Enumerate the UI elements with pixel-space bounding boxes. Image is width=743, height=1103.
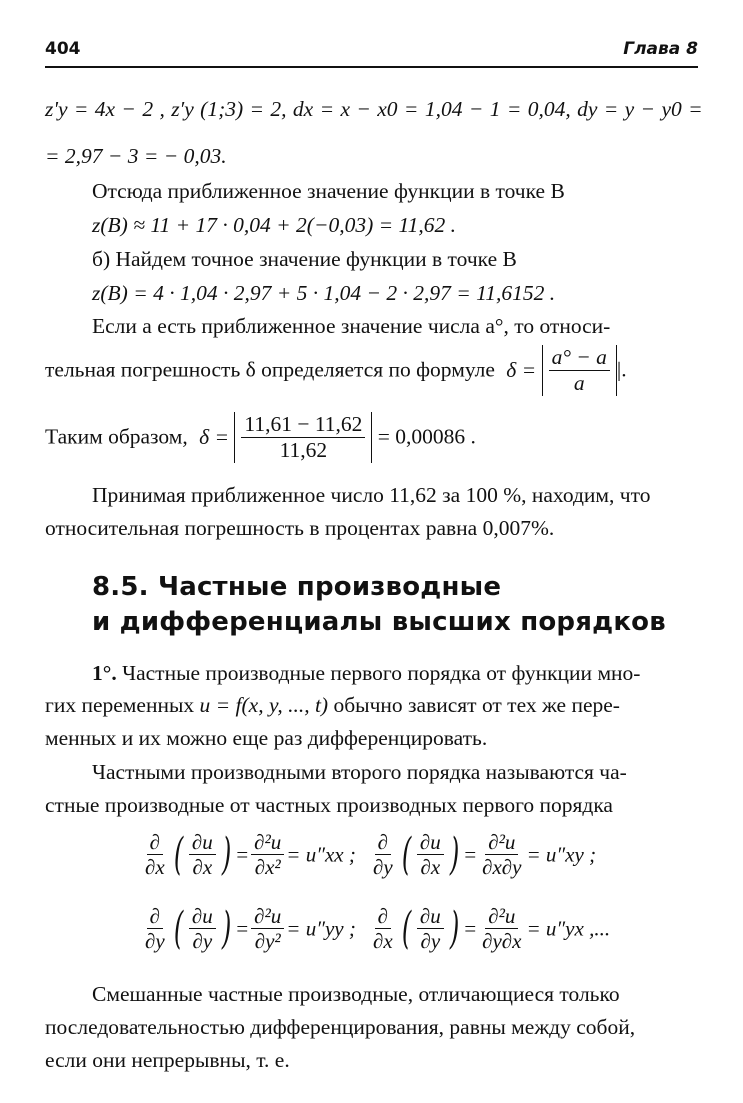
- line-dy-value: = 2,97 − 3 = − 0,03.: [45, 144, 227, 168]
- line-exact-value: z(B) = 4 · 1,04 · 2,97 + 5 · 1,04 − 2 · 2,97 = 11,6152 .: [92, 281, 556, 305]
- fraction-denominator: a: [573, 370, 585, 395]
- fraction-numerator: a° − a: [549, 347, 610, 371]
- formula-uxx: $\frac{\partial}{\partial x}$ ( $\frac{\partial u}{\partial x}$ ) = $\frac{\text{∂²u}}{\text{∂x²}}$ = u″xx ;: [145, 829, 356, 880]
- delta-intro: Таким образом,: [45, 424, 188, 449]
- abs-fraction-numeric: [234, 412, 372, 463]
- abs-fraction: [542, 345, 617, 396]
- line-approx-value: z(B) ≈ 11 + 17 · 0,04 + 2(−0,03) = 11,62 .: [92, 213, 457, 237]
- line-relative-error-formula: тельная погрешность δ определяется по формуле δ = $\frac{a^\circ - a}{a}$ |.: [45, 345, 627, 395]
- relative-error-text: тельная погрешность δ определяется по формуле: [45, 357, 495, 382]
- line-percent-1: Принимая приближенное число 11,62 за 100 %, находим, что: [92, 483, 651, 507]
- line-percent-2: относительная погрешность в процентах равна 0,007%.: [45, 516, 555, 540]
- line-derivatives: z'y = 4x − 2 , z′y (1;3) = 2, dx = x − x0 = 1,04 − 1 = 0,04, dy = y − y0 =: [45, 97, 703, 121]
- formula-uyy: $\frac{\partial}{\partial y}$ ( $\frac{\partial u}{\partial y}$ ) = $\frac{\text{∂²u}}{\text{∂y²}}$ = u″yy ;: [145, 903, 356, 954]
- paragraph-2-line1: Частными производными второго порядка называются ча-: [92, 760, 627, 784]
- delta-result: = 0,00086 .: [377, 424, 476, 449]
- delta-symbol: δ =: [506, 357, 537, 382]
- paragraph-1-line1: 1°. Частные производные первого порядка от функции мно-: [92, 661, 641, 685]
- formula-uxy: $\frac{\partial}{\partial y}$ ( $\frac{\partial u}{\partial x}$ ) = $\frac{\text{∂²u}}{\partial x\partial y}$ = u″xy ;: [373, 829, 597, 880]
- line-exact-intro: б) Найдем точное значение функции в точке B: [92, 247, 517, 271]
- line-approx-intro: Отсюда приближенное значение функции в точке B: [92, 179, 565, 203]
- function-formula: u = f(x, y, ..., t): [199, 693, 329, 717]
- paragraph-3-line2: последовательностью дифференцирования, равны между собой,: [45, 1015, 636, 1039]
- paragraph-3-line3: если они непрерывны, т. е.: [45, 1048, 290, 1072]
- delta-symbol-2: δ =: [199, 424, 230, 449]
- line-delta-computed: [45, 412, 476, 463]
- paragraph-2-line2: стные производные от частных производных первого порядка: [45, 793, 613, 817]
- line-relative-error-intro: Если a есть приближенное значение числа a°, то относи-: [92, 314, 611, 338]
- header-rule: [45, 66, 698, 68]
- page-number: 404: [45, 39, 81, 59]
- formula-uyx: $\frac{\partial}{\partial x}$ ( $\frac{\partial u}{\partial y}$ ) = $\frac{\text{∂²u}}{\partial y\partial x}$ = u″yx ,...: [373, 903, 611, 954]
- item-marker: 1°.: [92, 661, 117, 685]
- section-title-line2: и дифференциалы высших порядков: [92, 607, 666, 637]
- section-title-line1: 8.5. Частные производные: [92, 572, 502, 602]
- paragraph-1-line3: менных и их можно еще раз дифференцировать.: [45, 726, 488, 750]
- numeric-denominator: 11,62: [279, 437, 328, 462]
- numeric-numerator: 11,61 − 11,62: [241, 414, 365, 438]
- paragraph-1-line2: гих переменных u = f(x, y, ..., t) обычно зависят от тех же пере-: [45, 693, 620, 717]
- chapter-title: Глава 8: [623, 39, 698, 59]
- paragraph-3-line1: Смешанные частные производные, отличающиеся только: [92, 982, 620, 1006]
